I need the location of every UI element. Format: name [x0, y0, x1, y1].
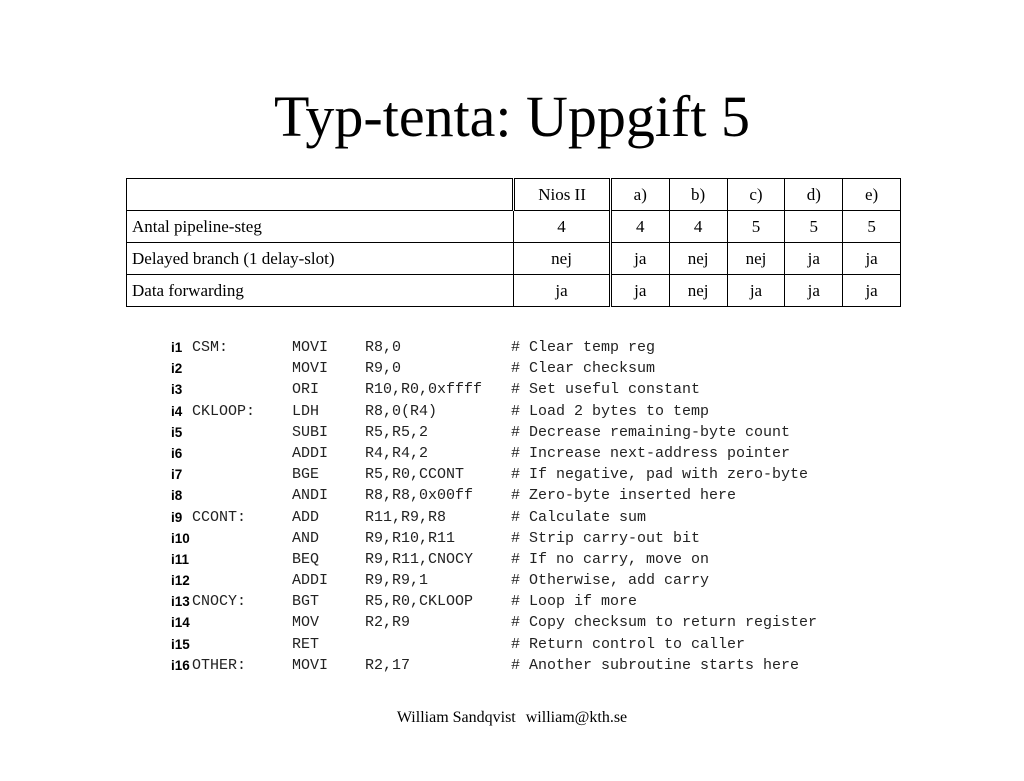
column-header: e) [843, 179, 901, 211]
column-header: a) [610, 179, 669, 211]
table-cell: ja [514, 275, 611, 307]
instruction-index: i8 [171, 488, 183, 504]
operands: R8,R8,0x00ff [365, 487, 474, 505]
instruction-index: i3 [171, 382, 183, 398]
operands: R5,R0,CCONT [365, 466, 465, 484]
code-line [171, 464, 809, 485]
code-comment: # Copy checksum to return register [511, 614, 818, 632]
instruction-index: i2 [171, 361, 183, 377]
table-cell: ja [610, 243, 669, 275]
row-label: Data forwarding [127, 275, 514, 307]
code-comment: # Increase next-address pointer [511, 444, 791, 462]
instruction-index: i13 [171, 594, 190, 610]
operands: R2,17 [365, 656, 411, 674]
code-line [171, 591, 638, 612]
table-cell: nej [669, 243, 727, 275]
code-line [171, 337, 656, 358]
table-cell: ja [785, 243, 843, 275]
instruction-index: i9 [171, 509, 183, 525]
code-line [171, 379, 701, 400]
code-comment: # Set useful constant [511, 381, 701, 399]
operands: R8,0 [365, 339, 402, 356]
code-line [171, 612, 818, 633]
code-line [171, 485, 737, 506]
row-label: Antal pipeline-steg [127, 211, 514, 243]
instruction-index: i15 [171, 636, 190, 652]
operands: R9,R10,R11 [365, 529, 456, 547]
table-cell: 5 [843, 211, 901, 243]
code-comment: # Loop if more [511, 593, 638, 611]
table-cell: ja [610, 275, 669, 307]
operands: R2,R9 [365, 614, 411, 632]
code-comment: # Return control to caller [511, 635, 746, 653]
assembly-listing [171, 337, 818, 676]
code-line [171, 401, 710, 422]
instruction-index: i6 [171, 445, 183, 461]
opcode: ADDI [292, 444, 329, 462]
table-cell: 5 [785, 211, 843, 243]
code-comment: # Decrease remaining-byte count [511, 423, 791, 441]
instruction-index: i10 [171, 530, 190, 546]
opcode: BEQ [292, 550, 320, 568]
table-cell: 4 [669, 211, 727, 243]
table-cell: nej [727, 243, 785, 275]
pipeline-config-table [126, 178, 901, 307]
code-line [171, 634, 746, 655]
opcode: AND [292, 529, 320, 547]
code-label: CSM: [192, 339, 229, 356]
code-comment: # If no carry, move on [511, 550, 710, 568]
table-cell: 4 [610, 211, 669, 243]
operands: R8,0(R4) [365, 402, 438, 420]
row-label: Delayed branch (1 delay-slot) [127, 243, 514, 275]
table-cell: ja [843, 243, 901, 275]
header-blank-cell [127, 179, 514, 211]
opcode: ADDI [292, 572, 329, 590]
code-label: CNOCY: [192, 593, 247, 611]
code-comment: # Clear checksum [511, 360, 656, 378]
code-label: CKLOOP: [192, 402, 256, 420]
operands: R9,R9,1 [365, 572, 429, 590]
table-cell: 4 [514, 211, 611, 243]
table-row [127, 211, 901, 243]
column-header: d) [785, 179, 843, 211]
table-cell: 5 [727, 211, 785, 243]
column-header: b) [669, 179, 727, 211]
code-line [171, 443, 791, 464]
code-line [171, 358, 656, 379]
code-comment: # Zero-byte inserted here [511, 487, 737, 505]
instruction-index: i12 [171, 573, 190, 589]
operands: R9,0 [365, 360, 402, 378]
code-comment: # Another subroutine starts here [511, 656, 800, 674]
footer [0, 708, 1024, 728]
code-label: OTHER: [192, 656, 247, 674]
instruction-index: i1 [171, 340, 183, 355]
table-cell: ja [843, 275, 901, 307]
opcode: LDH [292, 402, 320, 420]
instruction-index: i5 [171, 424, 183, 440]
instruction-index: i11 [171, 551, 190, 567]
operands: R9,R11,CNOCY [365, 550, 474, 568]
code-line [171, 549, 710, 570]
operands: R11,R9,R8 [365, 508, 447, 526]
code-comment: # Strip carry-out bit [511, 529, 701, 547]
opcode: ANDI [292, 487, 329, 505]
opcode: MOV [292, 614, 320, 632]
opcode: MOVI [292, 656, 329, 674]
code-line [171, 507, 647, 528]
opcode: BGT [292, 593, 320, 611]
code-comment: # If negative, pad with zero-byte [511, 466, 809, 484]
instruction-index: i16 [171, 657, 190, 673]
opcode: RET [292, 635, 320, 653]
author-email: william@kth.se [525, 709, 628, 726]
table-cell: ja [785, 275, 843, 307]
operands: R5,R5,2 [365, 423, 429, 441]
opcode: ORI [292, 381, 320, 399]
code-line [171, 422, 791, 443]
operands: R5,R0,CKLOOP [365, 593, 474, 611]
table-header-row [127, 179, 901, 211]
table-row [127, 243, 901, 275]
code-comment: # Clear temp reg [511, 339, 656, 356]
column-header: Nios II [514, 179, 611, 211]
column-header: c) [727, 179, 785, 211]
operands: R10,R0,0xffff [365, 381, 483, 399]
code-line [171, 528, 701, 549]
opcode: MOVI [292, 360, 329, 378]
opcode: BGE [292, 466, 320, 484]
table-cell: nej [669, 275, 727, 307]
code-comment: # Otherwise, add carry [511, 572, 710, 590]
code-line [171, 655, 800, 676]
code-label: CCONT: [192, 508, 247, 526]
table-row [127, 275, 901, 307]
table-cell: nej [514, 243, 611, 275]
opcode: MOVI [292, 339, 329, 356]
opcode: ADD [292, 508, 320, 526]
code-comment: # Calculate sum [511, 508, 647, 526]
instruction-index: i7 [171, 467, 183, 483]
code-comment: # Load 2 bytes to temp [511, 402, 710, 420]
instruction-index: i4 [171, 403, 183, 419]
opcode: SUBI [292, 423, 329, 441]
code-line [171, 570, 710, 591]
author-name: William Sandqvist [396, 709, 516, 726]
page-title: Typ-tenta: Uppgift 5 [274, 84, 750, 149]
instruction-index: i14 [171, 615, 190, 631]
table-cell: ja [727, 275, 785, 307]
operands: R4,R4,2 [365, 444, 429, 462]
